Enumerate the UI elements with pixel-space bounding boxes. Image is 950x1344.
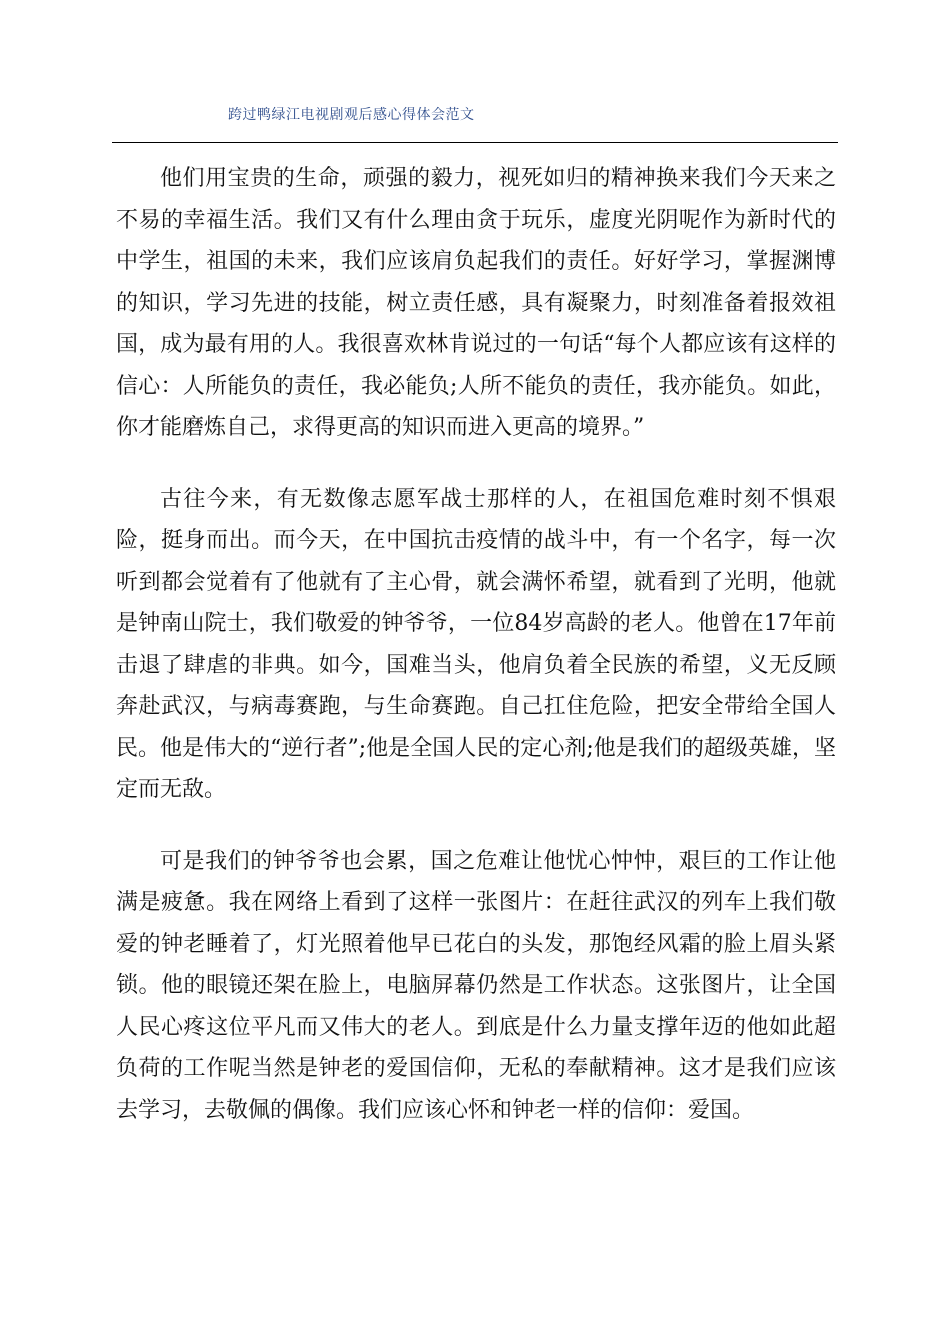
document-body: [116, 158, 836, 1161]
running-header-title: 跨过鸭绿江电视剧观后感心得体会范文: [228, 107, 475, 123]
body-paragraph-1: 他们用宝贵的生命，顽强的毅力，视死如归的精神换来我们今天来之不易的幸福生活。我们又有什么理由贪于玩乐，虚度光阴呢作为新时代的中学生，祖国的未来，我们应该肩负起我们的责任。好好学习，掌握渊博的知识，学习先进的技能，树立责任感，具有凝聚力，时刻准备着报效祖国，成为最有用的人。我很喜欢林肯说过的一句话“每个人都应该有这样的信心：人所能负的责任，我必能负;人所不能负的责任，我亦能负。如此，你才能磨炼自己，求得更高的知识而进入更高的境界。”: [116, 166, 836, 440]
body-paragraph-2: 古往今来，有无数像志愿军战士那样的人，在祖国危难时刻不惧艰险，挺身而出。而今天，在中国抗击疫情的战斗中，有一个名字，每一次听到都会觉着有了他就有了主心骨，就会满怀希望，就看到了光明，他就是钟南山院士，我们敬爱的钟爷爷，一位84岁高龄的老人。他曾在17年前击退了肆虐的非典。如今，国难当头，他肩负着全民族的希望，义无反顾奔赴武汉，与病毒赛跑，与生命赛跑。自己扛住危险，把安全带给全国人民。他是伟大的“逆行者”;他是全国人民的定心剂;他是我们的超级英雄，坚定而无敌。: [116, 486, 836, 802]
body-paragraph-3: 可是我们的钟爷爷也会累，国之危难让他忧心忡忡，艰巨的工作让他满是疲惫。我在网络上看到了这样一张图片：在赶往武汉的列车上我们敬爱的钟老睡着了，灯光照着他早已花白的头发，那饱经风霜的脸上眉头紧锁。他的眼镜还架在脸上，电脑屏幕仍然是工作状态。这张图片，让全国人民心疼这位平凡而又伟大的老人。到底是什么力量支撑年迈的他如此超负荷的工作呢当然是钟老的爱国信仰，无私的奉献精神。这才是我们应该去学习，去敬佩的偶像。我们应该心怀和钟老一样的信仰：爱国。: [116, 848, 836, 1123]
header-divider: [112, 142, 838, 143]
